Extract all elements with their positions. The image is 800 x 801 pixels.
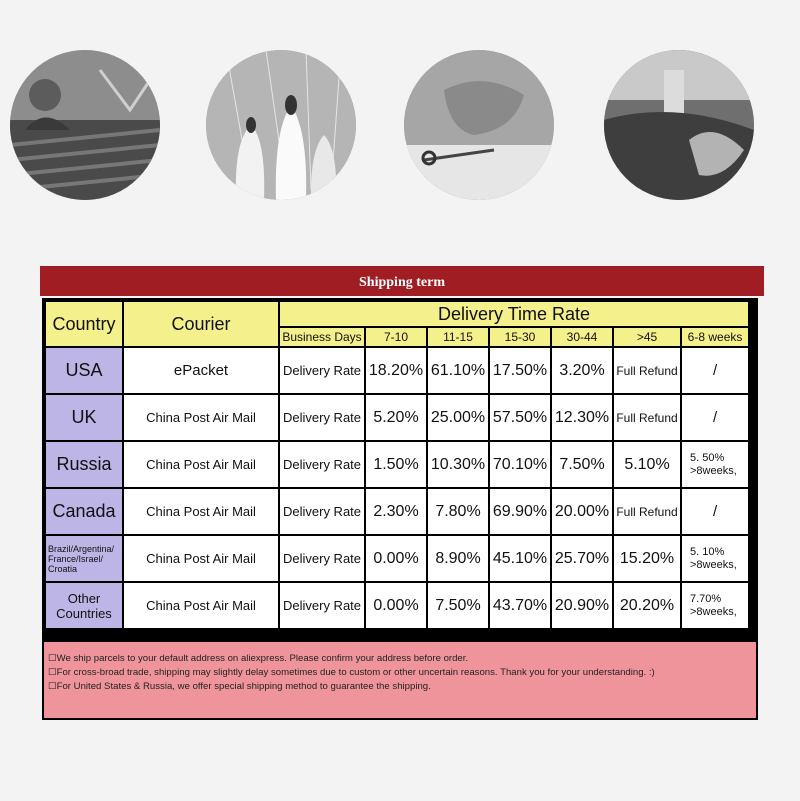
rate-label-cell: Delivery Rate (279, 488, 365, 535)
table-row (45, 535, 749, 582)
rate-6-8-weeks-value: 5. 10% (690, 545, 725, 558)
country-cell: UK (45, 394, 123, 441)
rate-over-45: 15.20% (613, 535, 681, 582)
rate-7-10: 5.20% (365, 394, 427, 441)
courier-cell: China Post Air Mail (123, 394, 279, 441)
rate-over-45: Full Refund (613, 394, 681, 441)
rate-15-30: 69.90% (489, 488, 551, 535)
rate-7-10: 18.20% (365, 347, 427, 394)
rate-30-44: 20.90% (551, 582, 613, 629)
courier-cell: China Post Air Mail (123, 441, 279, 488)
rate-11-15: 10.30% (427, 441, 489, 488)
subheader-over-45: >45 (613, 327, 681, 347)
rate-7-10: 1.50% (365, 441, 427, 488)
rate-over-45: Full Refund (613, 347, 681, 394)
rate-6-8-weeks-note: >8weeks, (690, 558, 737, 571)
courier-cell: China Post Air Mail (123, 582, 279, 629)
subheader-business-days: Business Days (279, 327, 365, 347)
rate-15-30: 43.70% (489, 582, 551, 629)
courier-cell: China Post Air Mail (123, 488, 279, 535)
note-line: ☐For cross-broad trade, shipping may slightly delay sometimes due to custom or other uncertain reasons. Thank you for your understanding. :) (48, 667, 655, 678)
rate-over-45: 5.10% (613, 441, 681, 488)
rate-label-cell: Delivery Rate (279, 394, 365, 441)
rate-6-8-weeks: / (681, 394, 749, 441)
subheader-30-44: 30-44 (551, 327, 613, 347)
rate-6-8-weeks-value: 5. 50% (690, 451, 725, 464)
rate-7-10: 2.30% (365, 488, 427, 535)
rate-6-8-weeks-note: >8weeks, (690, 605, 737, 618)
rate-30-44: 12.30% (551, 394, 613, 441)
rate-30-44: 7.50% (551, 441, 613, 488)
country-cell: Brazil/Argentina/ France/Israel/ Croatia (45, 535, 123, 582)
shipping-table (44, 300, 750, 630)
rate-30-44: 3.20% (551, 347, 613, 394)
rate-6-8-weeks (681, 441, 749, 488)
photo-weaving (10, 50, 160, 200)
rate-6-8-weeks-value: 7.70% (690, 592, 722, 605)
rate-11-15: 7.50% (427, 582, 489, 629)
rate-7-10: 0.00% (365, 582, 427, 629)
courier-cell: China Post Air Mail (123, 535, 279, 582)
note-line: ☐For United States & Russia, we offer special shipping method to guarantee the shipping. (48, 681, 431, 692)
rate-label-cell: Delivery Rate (279, 535, 365, 582)
rate-6-8-weeks: / (681, 347, 749, 394)
rate-6-8-weeks: / (681, 488, 749, 535)
rate-15-30: 45.10% (489, 535, 551, 582)
rate-15-30: 70.10% (489, 441, 551, 488)
rate-30-44: 25.70% (551, 535, 613, 582)
rate-label-cell: Delivery Rate (279, 441, 365, 488)
table-row (45, 347, 749, 394)
rate-11-15: 8.90% (427, 535, 489, 582)
country-cell: Russia (45, 441, 123, 488)
photo-sewing-machine (604, 50, 754, 200)
country-cell: USA (45, 347, 123, 394)
photo-thread-spools (206, 50, 356, 200)
photo-hand-cutting (404, 50, 554, 200)
rate-label-cell: Delivery Rate (279, 347, 365, 394)
table-row (45, 394, 749, 441)
table-row (45, 488, 749, 535)
rate-11-15: 61.10% (427, 347, 489, 394)
rate-6-8-weeks (681, 535, 749, 582)
subheader-6-8-weeks: 6-8 weeks (681, 327, 749, 347)
photo-strip (0, 0, 800, 240)
rate-15-30: 57.50% (489, 394, 551, 441)
header-courier: Courier (123, 301, 279, 347)
country-cell: Canada (45, 488, 123, 535)
table-row (45, 441, 749, 488)
header-country: Country (45, 301, 123, 347)
rate-over-45: 20.20% (613, 582, 681, 629)
rate-6-8-weeks-note: >8weeks, (690, 464, 737, 477)
table-row (45, 582, 749, 629)
rate-11-15: 25.00% (427, 394, 489, 441)
subheader-11-15: 11-15 (427, 327, 489, 347)
rate-11-15: 7.80% (427, 488, 489, 535)
shipping-notes (44, 642, 756, 718)
subheader-15-30: 15-30 (489, 327, 551, 347)
rate-15-30: 17.50% (489, 347, 551, 394)
country-cell: Other Countries (45, 582, 123, 629)
courier-cell: ePacket (123, 347, 279, 394)
subheader-7-10: 7-10 (365, 327, 427, 347)
rate-6-8-weeks (681, 582, 749, 629)
rate-7-10: 0.00% (365, 535, 427, 582)
note-line: ☐We ship parcels to your default address on aliexpress. Please confirm your address before order. (48, 653, 469, 664)
header-delivery-time-rate: Delivery Time Rate (279, 301, 749, 327)
rate-label-cell: Delivery Rate (279, 582, 365, 629)
rate-over-45: Full Refund (613, 488, 681, 535)
shipping-term-banner: Shipping term (40, 266, 764, 296)
rate-30-44: 20.00% (551, 488, 613, 535)
